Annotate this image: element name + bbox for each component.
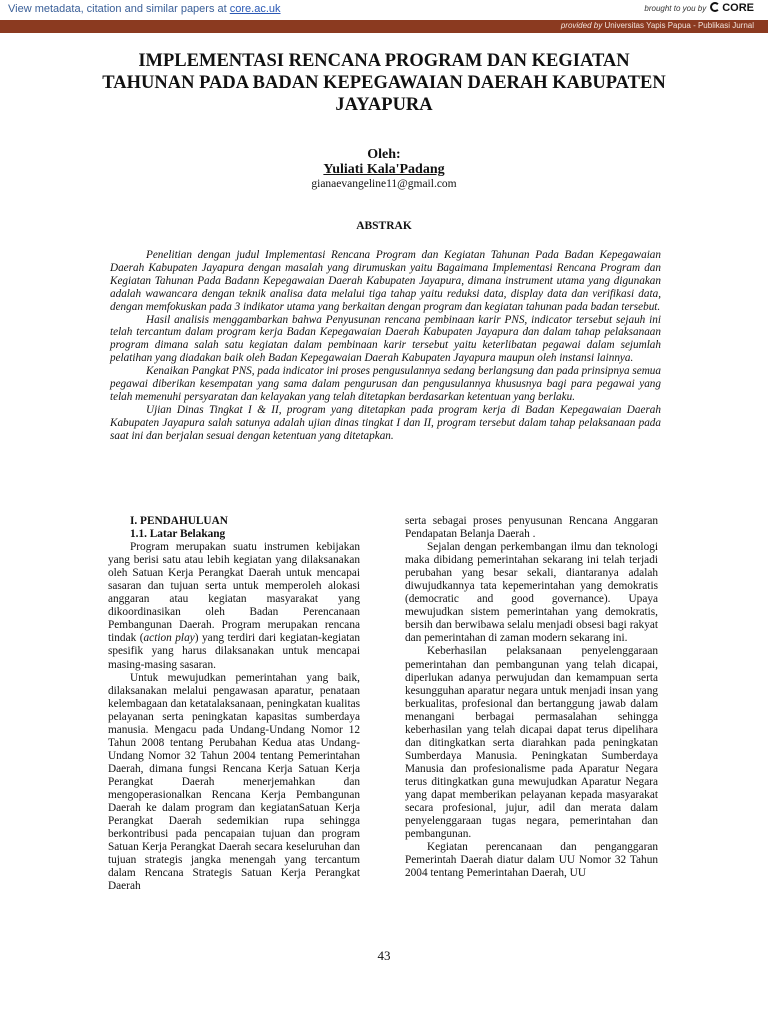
core-link[interactable]: core.ac.uk (229, 3, 281, 15)
title-line: TAHUNAN PADA BADAN KEPEGAWAIAN DAERAH KABUPATEN (102, 73, 666, 93)
provider-name[interactable]: Universitas Yapis Papua - Publikasi Jurnal (604, 21, 754, 30)
core-brought-by (644, 2, 754, 14)
core-logo[interactable] (710, 2, 754, 14)
section-heading: I. PENDAHULUAN (130, 515, 228, 527)
body-text: Program merupakan suatu instrumen kebijakan yang berisi satu atau lebih kegiatan yang dilaksanakan oleh Satuan Kerja Perangkat Daerah untuk mencapai sasaran dan tujuan serta untuk memperoleh alokasi anggaran atau kegiatan masyarakat yang dikoordinasikan oleh Badan Perencanaan Pembangunan Daerah. Program merupakan rencana tindak ( (108, 541, 360, 645)
abstract-body (110, 249, 661, 443)
oleh-label: Oleh: (367, 147, 401, 162)
title-line: JAYAPURA (335, 95, 433, 115)
body-paragraph: Kegiatan perencanaan dan penganggaran Pemerintah Daerah diatur dalam UU Nomor 32 Tahun 2004 tentang Pemerintahan Daerah, UU (405, 841, 658, 880)
provider-bar (0, 20, 768, 33)
body-paragraph: serta sebagai proses penyusunan Rencana Anggaran Pendapatan Belanja Daerah . (405, 515, 658, 541)
brought-label: brought to you by (644, 3, 707, 13)
body-paragraph (108, 541, 360, 671)
body-paragraph: Untuk mewujudkan pemerintahan yang baik, dilaksanakan melalui pengawasan aparatur, penataan kelembagaan dan ketatalaksanaan, peningkatan kualitas pelayanan serta peningkatan kapasitas sumberdaya manusia. Mengacu pada Undang-Undang Nomor 12 Tahun 2008 tentang Perubahan Kedua atas Undang-Undang Nomor 32 Tahun 2004 tentang Pemerintahan Daerah, dimana fungsi Rencana Kerja Satuan Kerja Perangkat Daerah menerjemahkan dan mengoperasionalkan Rencana Kerja Pembangunan Daerah ke dalam program dan kegiatanSatuan Kerja Perangkat Daerah sedemikian rupa sehingga berkontribusi pada pencapaian tujuan dan program Satuan Kerja Perangkat Daerah secara keseluruhan dan tujuan strategis jangka menengah yang tercantum dalam Rencana Strategis Satuan Kerja Perangkat Daerah (108, 671, 360, 893)
abstract-paragraph: Penelitian dengan judul Implementasi Rencana Program dan Kegiatan Tahunan Pada Badan Kepegawaian Daerah Kabupaten Jayapura dengan masalah yang dirumuskan yaitu Bagaimana Implementasi Rencana Program dan Kegiatan Tahunan Pada Badann Kepegawaian Daerah Kabupaten Jayapura, dimana instrument utama yang digunakan adalah wawancara dengan teknik analisa data melalui tiga tahap yaitu reduksi data, display data dan verifikasi data, dengan memfokuskan pada 3 indikator utama yang berkaitan dengan program dan kegiatan tahunan pada badan tersebut. (110, 249, 661, 313)
abstract-paragraph: Hasil analisis menggambarkan bahwa Penyusunan rencana pembinaan karir PNS, indicator tersebut sejauh ini telah tercantum dalam program kerja Badan Kepegawaian Daerah Kabupaten Jayapura dan dalam tahap pelaksanaan program dimana salah satu kegiatan dalam pembinaan karir tersebut yaitu keterlibatan pegawai dalam sejumlah pelatihan yang diadakan baik oleh Badan Kepegawaian Daerah Kabupaten Jayapura maupun oleh instansi lainnya. (110, 313, 661, 365)
abstract-paragraph: Ujian Dinas Tingkat I & II, program yang ditetapkan pada program kerja di Badan Kepegawaian Daerah Kabupaten Jayapura salah satunya adalah ujian dinas tingkat I dan II, program tersebut dalam tahap pelaksanaan pada saat ini dan berjalan sesuai dengan ketentuan yang ditetapkan. (110, 403, 661, 442)
provided-label: provided by (560, 21, 603, 30)
core-logo-text: CORE (722, 2, 754, 14)
body-text: ) yang terdiri dari kegiatan-kegiatan spesifik yang harus dilaksanakan untuk mencapai masing-masing sasaran. (108, 632, 361, 671)
author-name-text: Yuliati Kala'Padang (323, 162, 445, 177)
page-number: 43 (377, 948, 391, 963)
subsection-heading: 1.1. Latar Belakang (130, 528, 226, 541)
body-emphasis: action play (143, 632, 195, 645)
core-banner (0, 0, 768, 21)
body-paragraph: Keberhasilan pelaksanaan penyelenggaraan pemerintahan dan pembangunan yang telah dicapai, diperlukan adanya perwujudan dan kemampuan serta kesungguhan aparatur negara untuk menjadi insan yang berkualitas, profesional dan bertanggung jawab dalam menangani berbagai permasalahan sehingga keberhasilan yang telah dicapai dapat terus dipelihara dan ditingkatkan serta diarahkan pada peningkatan Sumberdaya Manusia. Peningkatan Sumberdaya Manusia dan profesionalisme pada Aparatur Negara terus ditingkatkan guna mewujudkan Aparatur Negara yang dapat memberikan pelayanan kepada masyarakat secara profesional, jujur, adil dan merata dalam penyelenggaraan tugas negara, pemerintahan dan pembangunan. (405, 645, 658, 841)
title-line: IMPLEMENTASI RENCANA PROGRAM DAN KEGIATAN (138, 51, 630, 71)
provider-text (561, 21, 754, 30)
author-email: gianaevangeline11@gmail.com (311, 178, 457, 190)
right-column (405, 515, 658, 880)
paper-title (60, 50, 708, 116)
left-column (108, 515, 360, 893)
abstract-paragraph: Kenaikan Pangkat PNS, pada indicator ini proses pengusulannya sedang berlangsung dan pada prinsipnya semua pegawai diberikan kesempatan yang sama dalam pengurusan dan pengusulannya khususnya bagi para pegawai yang telah memenuhi persyaratan dan kelayakan yang telah ditetapkan berdasarkan ketentuan yang berlaku. (110, 365, 661, 403)
core-metadata-text (8, 3, 281, 15)
body-paragraph: Sejalan dengan perkembangan ilmu dan teknologi maka dibidang pemerintahan sekarang ini telah terjadi perubahan yang besar sekali, diantaranya adalah diwujudkannya tata kepemerintahan yang demokratis (democratic and good governance). Upaya mewujudkan sistem pemerintahan yang demokratis, bersih dan berwibawa selalu menjadi obsesi bagi rakyat dan pemerintahan di zaman modern sekarang ini. (405, 541, 658, 645)
author-name (0, 162, 768, 178)
abstract-heading: ABSTRAK (356, 220, 412, 232)
core-metadata-label: View metadata, citation and similar papers at (8, 3, 227, 15)
core-logo-icon (710, 2, 720, 12)
